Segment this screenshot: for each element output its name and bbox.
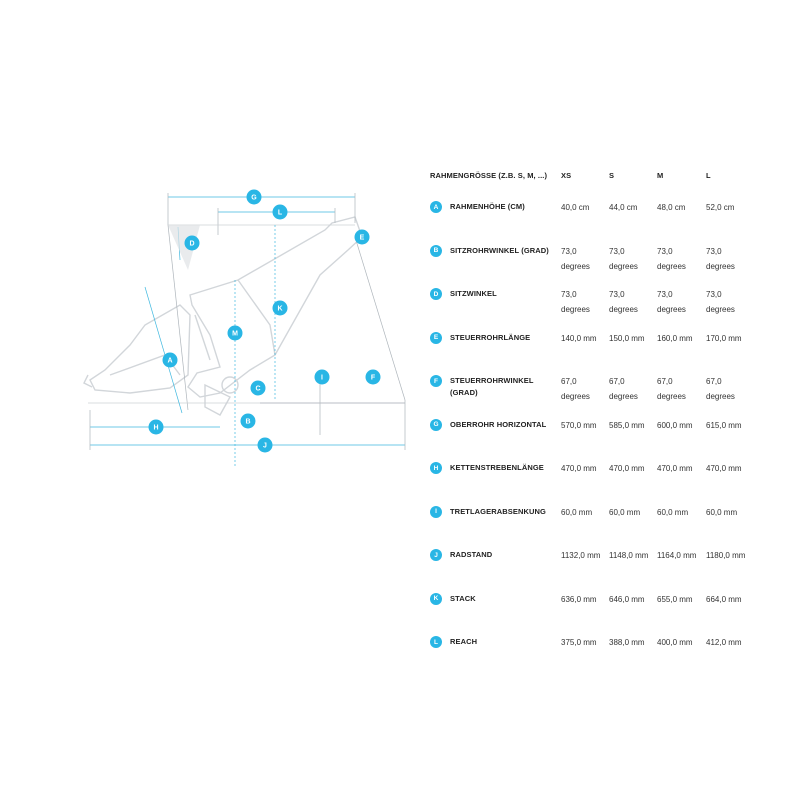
param-name: STEUERROHRLÄNGE: [450, 332, 531, 342]
header-size-m: M: [657, 171, 664, 180]
param-cell: [430, 635, 561, 679]
value-cell: 60,0 mm: [561, 507, 593, 517]
param-cell: [430, 461, 561, 505]
value-cell: 1164,0 mm: [657, 551, 697, 560]
param-label: [430, 461, 561, 474]
param-name: SITZROHRWINKEL (GRAD): [450, 245, 549, 255]
table-row: [430, 592, 795, 636]
table-row: [430, 331, 795, 375]
param-cell: [430, 244, 561, 288]
value-cell: 60,0 mm: [657, 507, 689, 517]
svg-text:B: B: [245, 418, 251, 426]
value-cell: 73,0 degrees: [657, 290, 686, 314]
value-cell: 60,0 mm: [706, 507, 738, 517]
value-cell: 388,0 mm: [609, 638, 645, 647]
value-cell: 73,0 degrees: [706, 246, 735, 271]
param-label: [430, 418, 561, 431]
svg-text:L: L: [277, 209, 283, 217]
value-cell: 615,0 mm: [706, 420, 742, 430]
value-cell: 73,0 degrees: [657, 246, 686, 271]
svg-text:C: C: [255, 385, 261, 393]
param-cell: [430, 200, 561, 244]
value-cell: 60,0 mm: [609, 507, 641, 517]
param-cell: [430, 374, 561, 418]
value-cell: 73,0 degrees: [609, 246, 638, 271]
value-cell: 375,0 mm: [561, 638, 597, 647]
param-letter-badge: I: [430, 506, 442, 518]
frame-diagram-svg: [70, 175, 415, 475]
param-cell: [430, 592, 561, 636]
marker-j: [258, 438, 273, 453]
marker-h: [149, 420, 164, 435]
param-letter-badge: H: [430, 462, 442, 474]
table-row: [430, 505, 795, 549]
param-label: [430, 505, 561, 518]
param-label: [430, 592, 561, 605]
table-row: [430, 635, 795, 679]
param-letter-badge: J: [430, 549, 442, 561]
value-cell: 67,0 degrees: [657, 377, 686, 401]
param-letter-badge: D: [430, 288, 442, 300]
svg-text:E: E: [359, 234, 365, 242]
table-row: [430, 287, 795, 331]
param-name: TRETLAGERABSENKUNG: [450, 506, 546, 516]
param-cell: [430, 548, 561, 592]
header-size-l: L: [706, 171, 711, 180]
svg-text:F: F: [370, 374, 376, 382]
param-cell: [430, 287, 561, 331]
geometry-table: [430, 168, 795, 679]
value-cell: 400,0 mm: [657, 638, 693, 647]
marker-i: [315, 370, 330, 385]
value-cell: 1132,0 mm: [561, 551, 601, 560]
header-size-xs: XS: [561, 171, 572, 180]
param-label: [430, 331, 561, 344]
param-name: KETTENSTREBENLÄNGE: [450, 463, 544, 472]
header-frame-size: RAHMENGRÖSSE (Z.B. S, M, ...): [430, 171, 548, 180]
svg-text:G: G: [251, 194, 257, 202]
marker-c: [251, 381, 266, 396]
param-label: [430, 548, 561, 561]
param-name: SITZWINKEL: [450, 289, 497, 298]
param-name: STACK: [450, 593, 476, 603]
value-cell: 585,0 mm: [609, 420, 645, 430]
svg-text:A: A: [167, 357, 173, 365]
value-cell: 646,0 mm: [609, 594, 645, 604]
value-cell: 48,0 cm: [657, 203, 686, 212]
svg-text:M: M: [232, 330, 238, 338]
value-cell: 44,0 cm: [609, 203, 638, 212]
table-body: [430, 200, 795, 679]
frame-geometry-diagram: [70, 175, 415, 475]
marker-m: [228, 326, 243, 341]
param-label: [430, 374, 561, 399]
header-size-s: S: [609, 171, 615, 180]
value-cell: 160,0 mm: [657, 333, 693, 343]
table-row: [430, 200, 795, 244]
value-cell: 470,0 mm: [561, 464, 597, 473]
param-label: [430, 635, 561, 648]
value-cell: 52,0 cm: [706, 203, 735, 212]
param-name: RADSTAND: [450, 550, 493, 559]
value-cell: 73,0 degrees: [561, 290, 590, 314]
param-letter-badge: K: [430, 593, 442, 605]
param-name: RAHMENHÖHE (CM): [450, 202, 525, 211]
param-label: [430, 287, 561, 300]
marker-d: [185, 236, 200, 251]
marker-g: [247, 190, 262, 205]
table-row: [430, 418, 795, 462]
value-cell: 150,0 mm: [609, 333, 645, 343]
value-cell: 73,0 degrees: [706, 290, 735, 314]
value-cell: 67,0 degrees: [561, 377, 590, 401]
svg-text:J: J: [263, 442, 267, 450]
param-letter-badge: F: [430, 375, 442, 387]
value-cell: 73,0 degrees: [561, 246, 590, 271]
marker-a: [163, 353, 178, 368]
value-cell: 1148,0 mm: [609, 551, 649, 560]
value-cell: 570,0 mm: [561, 420, 597, 430]
table-row: [430, 374, 795, 418]
marker-e: [355, 230, 370, 245]
table-row: [430, 548, 795, 592]
param-name: REACH: [450, 637, 478, 646]
param-letter-badge: E: [430, 332, 442, 344]
value-cell: 636,0 mm: [561, 594, 597, 604]
value-cell: 600,0 mm: [657, 420, 693, 430]
param-name: OBERROHR HORIZONTAL: [450, 419, 547, 429]
svg-text:H: H: [153, 424, 159, 432]
value-cell: 40,0 cm: [561, 203, 590, 212]
value-cell: 1180,0 mm: [706, 551, 746, 560]
param-cell: [430, 331, 561, 375]
param-letter-badge: L: [430, 636, 442, 648]
param-label: [430, 244, 561, 257]
param-letter-badge: B: [430, 245, 442, 257]
param-letter-badge: G: [430, 419, 442, 431]
value-cell: 470,0 mm: [609, 464, 645, 473]
param-name: STEUERROHRWINKEL (GRAD): [450, 376, 534, 397]
marker-b: [241, 414, 256, 429]
param-letter-badge: A: [430, 201, 442, 213]
value-cell: 67,0 degrees: [706, 377, 735, 401]
value-cell: 655,0 mm: [657, 594, 693, 604]
param-label: [430, 200, 561, 213]
marker-f: [366, 370, 381, 385]
value-cell: 67,0 degrees: [609, 377, 638, 401]
table-header-row: [430, 168, 795, 200]
value-cell: 140,0 mm: [561, 333, 597, 343]
marker-l: [273, 205, 288, 220]
table-row: [430, 461, 795, 505]
value-cell: 170,0 mm: [706, 333, 742, 343]
svg-text:D: D: [189, 240, 195, 248]
value-cell: 73,0 degrees: [609, 290, 638, 314]
svg-text:I: I: [321, 374, 323, 382]
value-cell: 664,0 mm: [706, 594, 742, 604]
marker-k: [273, 301, 288, 316]
value-cell: 470,0 mm: [706, 464, 742, 473]
param-cell: [430, 505, 561, 549]
svg-text:K: K: [277, 305, 283, 313]
table-row: [430, 244, 795, 288]
value-cell: 470,0 mm: [657, 464, 693, 473]
value-cell: 412,0 mm: [706, 638, 742, 647]
param-cell: [430, 418, 561, 462]
